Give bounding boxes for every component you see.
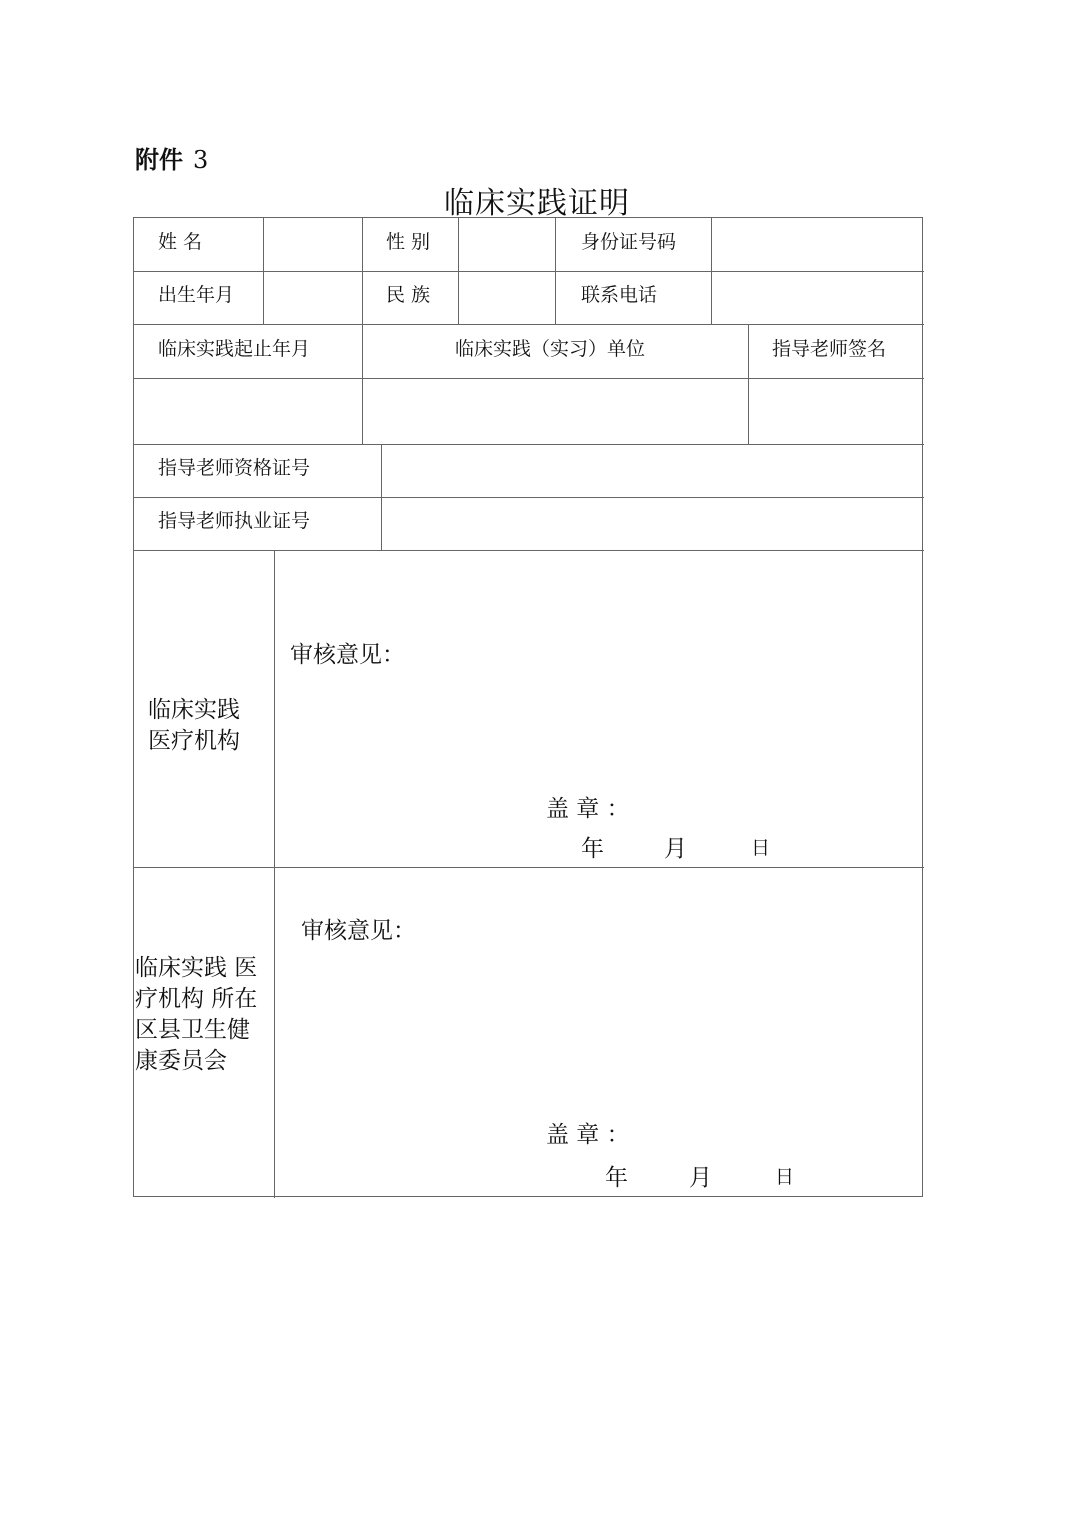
row-divider (134, 324, 924, 325)
section1-opinion-field[interactable] (275, 678, 923, 798)
birth-date-label: 出生年月 (158, 284, 235, 306)
section2-day-label: 日 (775, 1166, 795, 1188)
section1-label (148, 695, 240, 757)
teacher-qualification-label: 指导老师资格证号 (158, 457, 311, 479)
section1-opinion-label: 审核意见： (290, 642, 405, 668)
gender-label: 性 别 (386, 231, 431, 253)
section2-label-line: 疗机构 所在 (135, 986, 258, 1012)
id-number-label: 身份证号码 (581, 231, 677, 253)
section1-label-line: 医疗机构 (148, 728, 240, 754)
row-divider (134, 550, 924, 551)
teacher-signature-field[interactable] (749, 379, 922, 443)
name-label: 姓 名 (158, 231, 203, 253)
gender-field[interactable] (459, 219, 554, 270)
certificate-table (133, 217, 923, 1197)
attachment-heading (135, 140, 208, 175)
section2-label-line: 临床实践 医 (135, 955, 258, 981)
section1-label-line: 临床实践 (148, 697, 240, 723)
phone-field[interactable] (712, 272, 922, 323)
teacher-qualification-field[interactable] (382, 445, 922, 496)
row-divider (134, 867, 924, 868)
ethnicity-field[interactable] (459, 272, 554, 323)
teacher-signature-label: 指导老师签名 (772, 338, 887, 360)
section2-label-line: 康委员会 (135, 1048, 227, 1074)
practice-unit-label: 临床实践（实习）单位 (455, 338, 646, 360)
page-title: 临床实践证明 (444, 186, 630, 221)
section2-month-label: 月 (689, 1165, 712, 1191)
section2-opinion-field[interactable] (275, 954, 923, 1104)
section2-opinion-label: 审核意见： (301, 918, 416, 944)
birth-date-field[interactable] (264, 272, 361, 323)
practice-period-label: 临床实践起止年月 (158, 338, 311, 360)
section1-seal-label: 盖 章 ： (546, 796, 630, 822)
section1-day-label: 日 (751, 837, 771, 859)
attachment-number: 3 (193, 146, 209, 174)
section2-seal-label: 盖 章 ： (546, 1122, 630, 1148)
teacher-practice-field[interactable] (382, 498, 922, 549)
phone-label: 联系电话 (581, 284, 658, 306)
section2-label-line: 区县卫生健 (135, 1017, 250, 1043)
ethnicity-label: 民 族 (386, 284, 431, 306)
name-field[interactable] (264, 219, 361, 270)
practice-unit-field[interactable] (363, 379, 747, 443)
id-number-field[interactable] (712, 219, 922, 270)
practice-period-field[interactable] (135, 379, 361, 443)
section1-year-label: 年 (581, 836, 604, 862)
section2-year-label: 年 (605, 1165, 628, 1191)
section2-label (135, 953, 257, 1077)
section1-month-label: 月 (664, 836, 687, 862)
teacher-practice-label: 指导老师执业证号 (158, 510, 311, 532)
attachment-label: 附件 (135, 146, 183, 174)
col-divider (555, 218, 556, 324)
